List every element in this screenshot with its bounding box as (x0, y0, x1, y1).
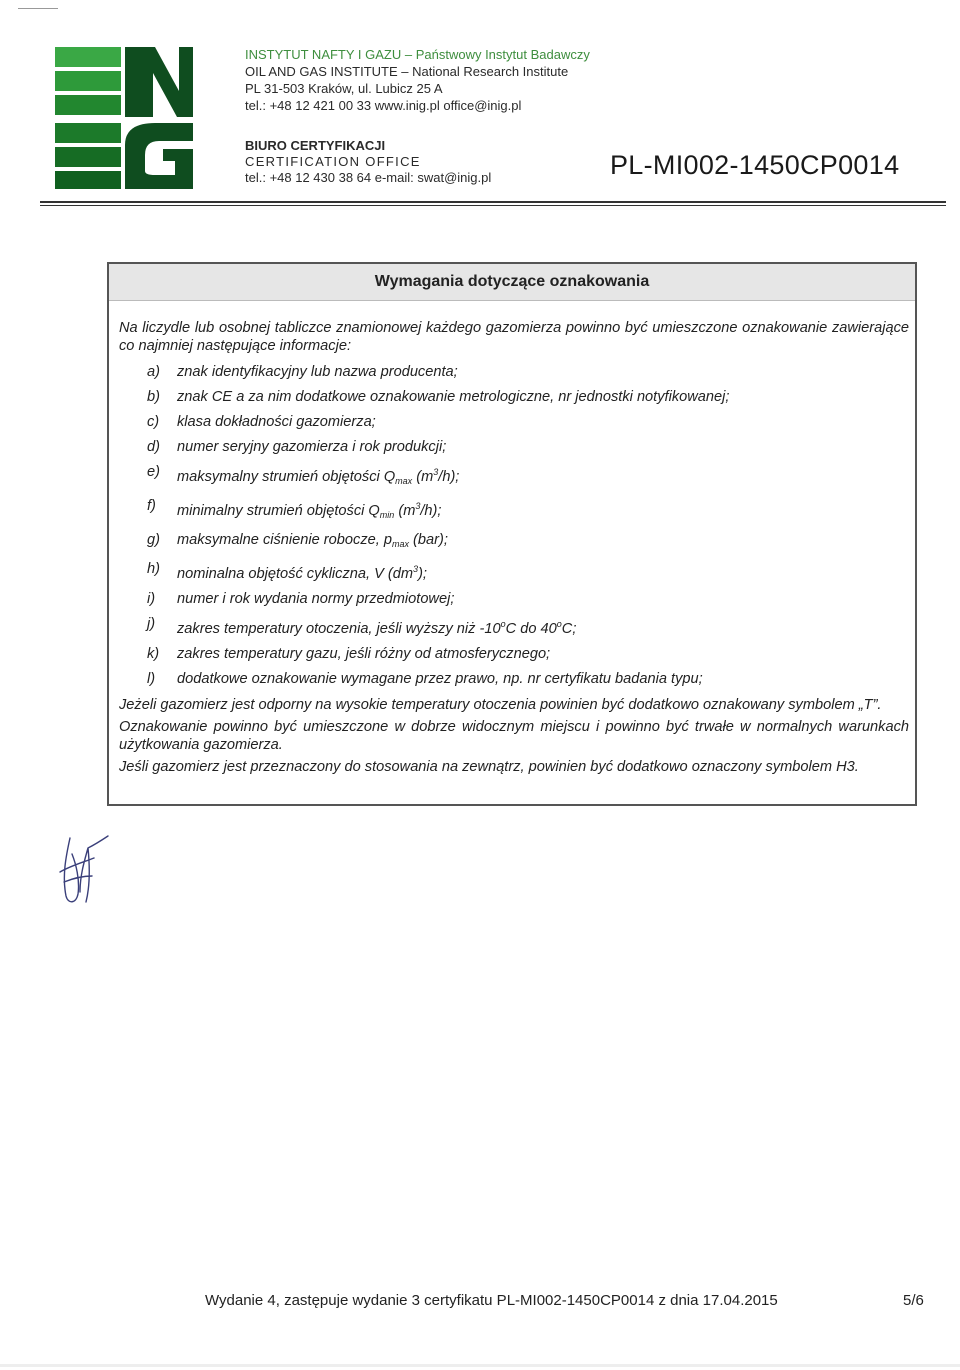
institute-address (245, 46, 590, 114)
institute-name-en: OIL AND GAS INSTITUTE – National Research Institute (245, 64, 569, 79)
institute-name-pl: INSTYTUT NAFTY I GAZU – Państwowy Instytut Badawczy (245, 47, 590, 62)
list-item: b) znak CE a za nim dodatkowe oznakowanie metrologiczne, nr jednostki notyfikowanej; (147, 389, 730, 405)
institute-street: PL 31-503 Kraków, ul. Lubicz 25 A (245, 81, 443, 96)
header-divider-thin (40, 205, 946, 206)
intro-text: Na liczydle lub osobnej tabliczce znamionowej każdego gazomierza powinno być umieszczone oznakowanie zawierające co najmniej następujące informacje: (119, 320, 909, 354)
list-item: f) minimalny strumień objętości $Q_{min}$ $(m^3/h)$; (147, 498, 442, 520)
office-name-pl: BIURO CERTYFIKACJI (245, 138, 386, 153)
section-title: Wymagania dotyczące oznakowania (374, 273, 650, 290)
handwritten-signature (50, 832, 110, 910)
edition-note: Wydanie 4, zastępuje wydanie 3 certyfikatu PL-MI002-1450CP0014 z dnia 17.04.2015 (205, 1292, 778, 1309)
office-contact: tel.: +48 12 430 38 64 e-mail: swat@inig.pl (245, 170, 492, 185)
list-item: i) numer i rok wydania normy przedmiotowej; (147, 591, 455, 607)
section-body (109, 301, 915, 776)
list-item: g) maksymalne ciśnienie robocze, $p_{max}$ (bar); (147, 532, 448, 549)
page-number: 5/6 (903, 1292, 924, 1309)
institute-contact: tel.: +48 12 421 00 33 www.inig.pl office@inig.pl (245, 98, 522, 113)
section-header (109, 264, 915, 301)
office-name-en: CERTIFICATION OFFICE (245, 154, 421, 169)
document-number: PL-MI002-1450CP0014 (610, 150, 900, 180)
paragraph-marking-placement: Oznakowanie powinno być umieszczone w dobrze widocznym miejscu i powinno być trwałe w normalnych warunkach użytkowania gazomierza. (119, 719, 909, 753)
list-item: c) klasa dokładności gazomierza; (147, 414, 376, 430)
list-item: l) dodatkowe oznakowanie wymagane przez prawo, np. nr certyfikatu badania typu; (147, 671, 703, 687)
list-item: k) zakres temperatury gazu, jeśli różny od atmosferycznego; (147, 646, 551, 662)
header-divider (40, 201, 946, 203)
inig-logo (55, 47, 193, 189)
list-item: e) maksymalny strumień objętości $Q_{max}$ $(m^3/h)$; (147, 464, 460, 486)
scan-artifact-line (18, 8, 58, 9)
list-item: a) znak identyfikacyjny lub nazwa producenta; (147, 364, 458, 380)
paragraph-temperature-symbol: Jeżeli gazomierz jest odporny na wysokie temperatury otoczenia powinien być dodatkowo oznakowany symbolem „T”. (119, 697, 882, 713)
list-item: d) numer seryjny gazomierza i rok produkcji; (147, 439, 447, 455)
requirements-box (107, 262, 917, 806)
list-item: h) nominalna objętość cykliczna, V $(dm^3)$; (147, 561, 427, 582)
paragraph-outdoor-symbol: Jeśli gazomierz jest przeznaczony do stosowania na zewnątrz, powinien być dodatkowo oznaczony symbolem H3. (119, 759, 859, 775)
marking-list (119, 360, 909, 692)
scan-bottom-edge (0, 1364, 960, 1367)
certification-office (245, 138, 491, 186)
list-item: j) zakres temperatury otoczenia, jeśli wyższy niż -10$^o$C do 40$^o$C; (147, 616, 577, 637)
